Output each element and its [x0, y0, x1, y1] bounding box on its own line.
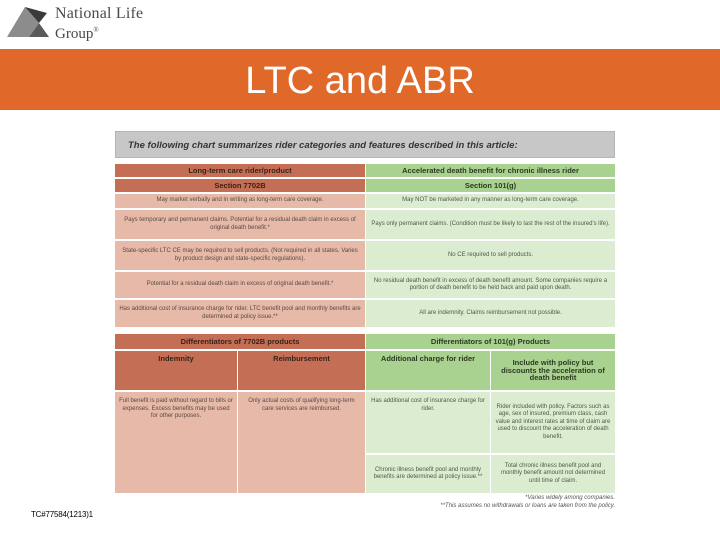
footnote-assumes: **This assumes no withdrawals or loans are taken from the policy.: [440, 503, 615, 509]
indemnity-description: Full benefit is paid without regard to bills or expenses. Excess benefits may be used for other purposes.: [115, 392, 237, 494]
ltc-row-4: Potential for a residual death claim in excess of original death benefit.*: [115, 272, 365, 299]
ltc-differentiators-header: Differentiators of 7702B products: [115, 334, 365, 350]
company-logo: [5, 5, 155, 41]
rider-comparison-chart: [115, 131, 615, 513]
abr-row-1: May NOT be marketed in any manner as long-term care coverage.: [366, 194, 615, 209]
abr-differentiators-header: Differentiators of 101(g) Products: [366, 334, 615, 350]
included-policy-benefit-pool: Total chronic illness benefit pool and monthly benefit amount not determined until time of claim.: [491, 455, 615, 494]
abr-section: Section 101(g): [366, 179, 615, 193]
abr-row-2: Pays only permanent claims. (Condition must be likely to last the rest of the insured's life).: [366, 210, 615, 240]
logo-text: [55, 5, 143, 43]
document-code: TC#77584(1213)1: [31, 510, 93, 519]
abr-row-5: All are indemnity. Claims reimbursement not possible.: [366, 300, 615, 328]
additional-charge-description: Has additional cost of insurance charge for rider.: [366, 392, 490, 454]
page-title: LTC and ABR: [245, 60, 475, 102]
included-policy-description: Rider included with policy. Factors such as age, sex of insured, premium class, cash value and interest rates at time of claim are used to discount the acceleration of death benefit.: [491, 392, 615, 454]
additional-charge-benefit-pool: Chronic illness benefit pool and monthly benefits are determined at policy issue.**: [366, 455, 490, 494]
logo-registered: ®: [93, 26, 99, 34]
abr-row-3: No CE required to sell products.: [366, 241, 615, 271]
logo-group: Group: [55, 26, 94, 42]
col-included-with-policy: Include with policy but discounts the acceleration of death benefit: [491, 351, 615, 391]
reimbursement-description: Only actual costs of qualifying long-term care services are reimbursed.: [238, 392, 365, 494]
ltc-row-5: Has additional cost of insurance charge for rider. LTC benefit pool and monthly benefits are determined at policy issue.**: [115, 300, 365, 328]
footnote-varies: *Varies widely among companies.: [525, 495, 615, 501]
logo-mark-icon: [5, 5, 51, 39]
ltc-row-1: May market verbally and in writing as long-term care coverage.: [115, 194, 365, 209]
ltc-header: Long-term care rider/product: [115, 164, 365, 178]
ltc-row-2: Pays temporary and permanent claims. Potential for a residual death claim in excess of original death benefit.*: [115, 210, 365, 240]
ltc-row-3: State-specific LTC CE may be required to sell products. (Not required in all states. Varies by product design and state-specific regulations).: [115, 241, 365, 271]
abr-header: Accelerated death benefit for chronic illness rider: [366, 164, 615, 178]
logo-name: National Life: [55, 5, 144, 22]
col-reimbursement: Reimbursement: [238, 351, 365, 391]
chart-intro: The following chart summarizes rider categories and features described in this article:: [115, 131, 615, 158]
abr-row-4: No residual death benefit in excess of death benefit amount. Some companies require a portion of death benefit to be held back and paid upon death.: [366, 272, 615, 299]
col-additional-charge: Additional charge for rider: [366, 351, 490, 391]
ltc-section: Section 7702B: [115, 179, 365, 193]
col-indemnity: Indemnity: [115, 351, 237, 391]
